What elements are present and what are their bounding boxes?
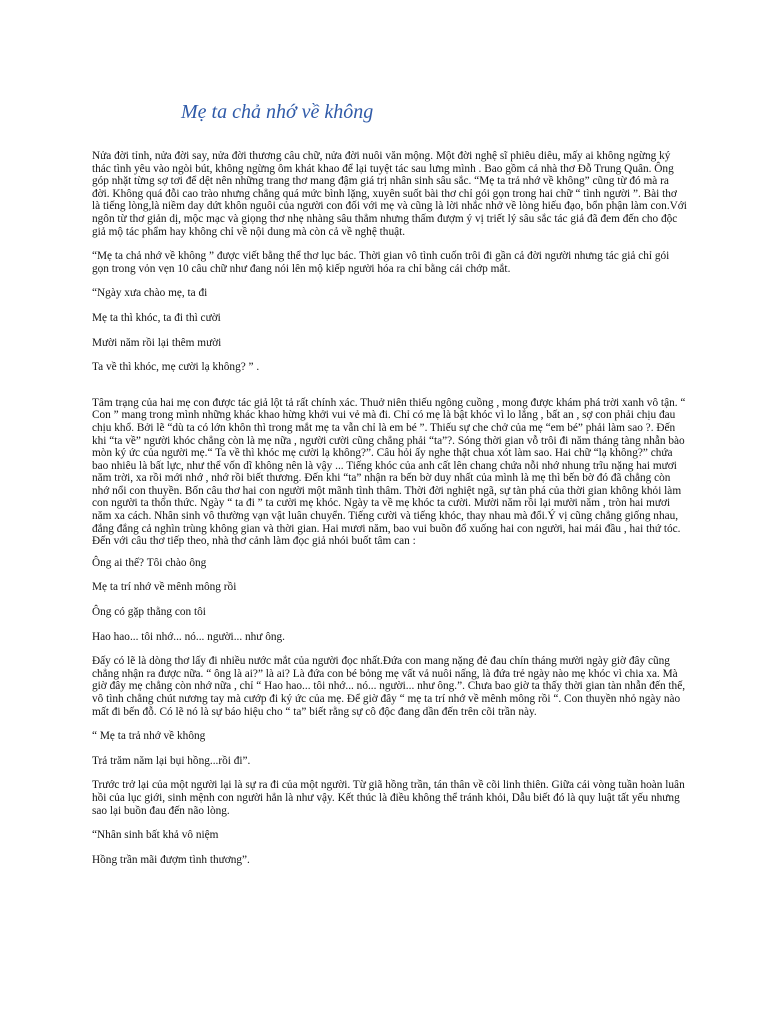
form-paragraph: “Mẹ ta chả nhớ về không ” được viết bằng thể thơ lục bác. Thời gian vô tình cuốn trôi đi gần cả đời người nhưng tác giả chỉ gói gọn trong vỏn vẹn 10 câu chữ như đang nói lên mộ kiếp người hóa ra chỉ bằng cái chớp mắt. <box>92 250 670 275</box>
closing-line: “Nhân sinh bất khả vô niệm <box>92 829 219 842</box>
poem-line: Ông có gặp thằng con tôi <box>92 606 206 619</box>
poem-line: Mẹ ta thì khóc, ta đi thì cười <box>92 311 221 324</box>
poem-line: Mẹ ta trí nhớ về mênh mông rồi <box>92 581 237 594</box>
document-body <box>92 150 687 878</box>
poem-line: Mười năm rồi lại thêm mười <box>92 336 222 349</box>
poem-line: Ông ai thế? Tôi chào ông <box>92 556 207 569</box>
analysis-paragraph: Trước trở lại của một người lại là sự ra đi của một người. Từ giã hồng trần, tán thân về cõi linh thiên. Giữa cái vòng tuần hoàn luân hồi của lục giới, sinh mệnh con người hẳn là như vậy. Kết thúc là điều không thể tránh khỏi, Dẫu biết đó là quy luật tất yếu nhưng sao lại buồn đau đến não lòng. <box>92 779 685 817</box>
poem-line: Ta về thì khóc, mẹ cười lạ không? ” . <box>92 361 260 374</box>
page-title: Mẹ ta chả nhớ về không <box>181 101 374 123</box>
poem-line: Hao hao... tôi nhớ... nó... người... như ông. <box>92 630 286 643</box>
analysis-paragraph: Tâm trạng của hai mẹ con được tác giả lột tả rất chính xác. Thuở niên thiếu ngông cuồng , mong được khám phá trời xanh vô tận. “ Con ” mang trong mình những khác khao hừng khởi vui vẻ mà đi. Chỉ có mẹ là bật khóc vì lo lắng , bất an , sợ con phải chịu đau chịu khổ. Bởi lẽ “dù ta có lớn khôn thì trong mắt mẹ ta vẫn chỉ là em bé ”. Thiếu sự che chở của mẹ “em bé” phải làm sao ?. Đến khi “ta về” người khóc chẳng còn là mẹ nữa , người cười cũng chẳng phải “ta”?. Sóng thời gian vỗ trôi đi năm tháng tàng nhẫn bào mòn ký ức của người mẹ.“ Ta về thì khóc mẹ cười lạ không?”. Câu hỏi ấy nghe thật chua xót làm sao. Hai chữ “lạ không?” chứa bao nhiêu là bất lực, như thể vốn dĩ không nên là vậy ... Tiếng khóc của anh cất lên chang chứa nỗi nhớ nhung trĩu nặng hai mươi năm trời, xa rồi mới nhớ , nhớ rồi biết thương. Đến khi “ta” nhận ra bến bờ duy nhất của mình là mẹ thì bến bờ đó đã chẳng còn nhớ nổi con thuyền. Bốn câu thơ hai con người một mãnh tình thâm. Thời đời nghiệt ngã, sự tàn phá của thời gian không khỏi làm con người ta thổn thức. Ngày “ ta đi ” ta cười mẹ khóc. Ngày ta về mẹ khóc ta cười. Mười năm rồi lại mười năm , tròn hai mươi năm xa cách. Nhân sinh vô thường vạn vật luân chuyển. Tiếng cười và tiếng khóc, thay nhau mà đổi.Ý vị cũng chẳng giống nhau, đắng đắng cả nghìn trùng không gian và thời gian. Hai mươi năm, bao vui buồn đổ xuống hai con người, hai mái đầu , hai thứ tóc. Đến với câu thơ tiếp theo, nhà thơ cảnh làm đọc giả nhói buốt tâm can : <box>92 396 686 548</box>
poem-line: Trả trăm năm lại bụi hồng...rồi đi”. <box>92 754 251 767</box>
analysis-paragraph: Đấy có lẽ là dòng thơ lấy đi nhiều nước mắt của người đọc nhất.Đứa con mang nặng đẻ đau chín tháng mười ngày giờ đây cũng chẳng nhận ra được nữa. “ ông là ai?” là ai? Là đứa con bé bỏng mẹ vất vả nuôi nấng, là đứa trẻ ngày nào mẹ khóc vì chia xa. Mà giờ đây mẹ chẳng còn nhớ nữa , chỉ “ Hao hao... tôi nhớ... nó... người... như ông.”. Chưa bao giờ ta thấy thời gian tàn nhẫn đến thế, vô tình chẳng chút nương tay mà cướp đi ký ức của mẹ. Để giờ đây “ mẹ ta trí nhớ về mênh mông rồi “. Con thuyền nhỏ ngày nào mất đi bến đỗ. Có lẽ nó là sự báo hiệu cho “ ta” biết rằng sự cô độc đang dần đến trên cõi trần này. <box>92 655 686 718</box>
closing-line: Hồng trần mãi đượm tình thương”. <box>92 853 250 866</box>
poem-line: “Ngày xưa chào mẹ, ta đi <box>92 287 208 300</box>
intro-paragraph: Nửa đời tỉnh, nửa đời say, nửa đời thương câu chữ, nửa đời nuôi văn mộng. Một đời nghệ sĩ phiêu diêu, mấy ai không ngừng ký thác tình yêu vào ngòi bút, không ngừng ôm khát khao để lại tuyệt tác sau lưng mình . Bao gồm cả nhà thơ Đỗ Trung Quân. Ông góp nhặt từng sợ tơi để dệt nên những trang thơ mang đậm giá trị nhân sinh sâu sắc. “Mẹ ta trả nhớ về không” cũng từ đó mà ra đời. Không quá đỗi cao trào nhưng chẳng quá mức bình lặng, xuyên suốt bài thơ chỉ gói gọn trong hai chữ “ tình người ”. Bài thơ là tiếng lòng,là niềm day dứt khôn nguôi của người con đối với mẹ và cũng là lời nhắc nhở về lòng hiếu đạo, bổn phận làm con.Với ngôn từ thơ giản dị, mộc mạc và giọng thơ nhẹ nhàng sâu thẳm nhưng thấm đượm ý vị triết lý sâu sắc tác giả đã đem đến cho độc giả mộ tác phẩm hay không chỉ về nội dung mà còn cả về nghệ thuật. <box>92 150 687 238</box>
poem-line: “ Mẹ ta trả nhớ về không <box>92 730 206 743</box>
